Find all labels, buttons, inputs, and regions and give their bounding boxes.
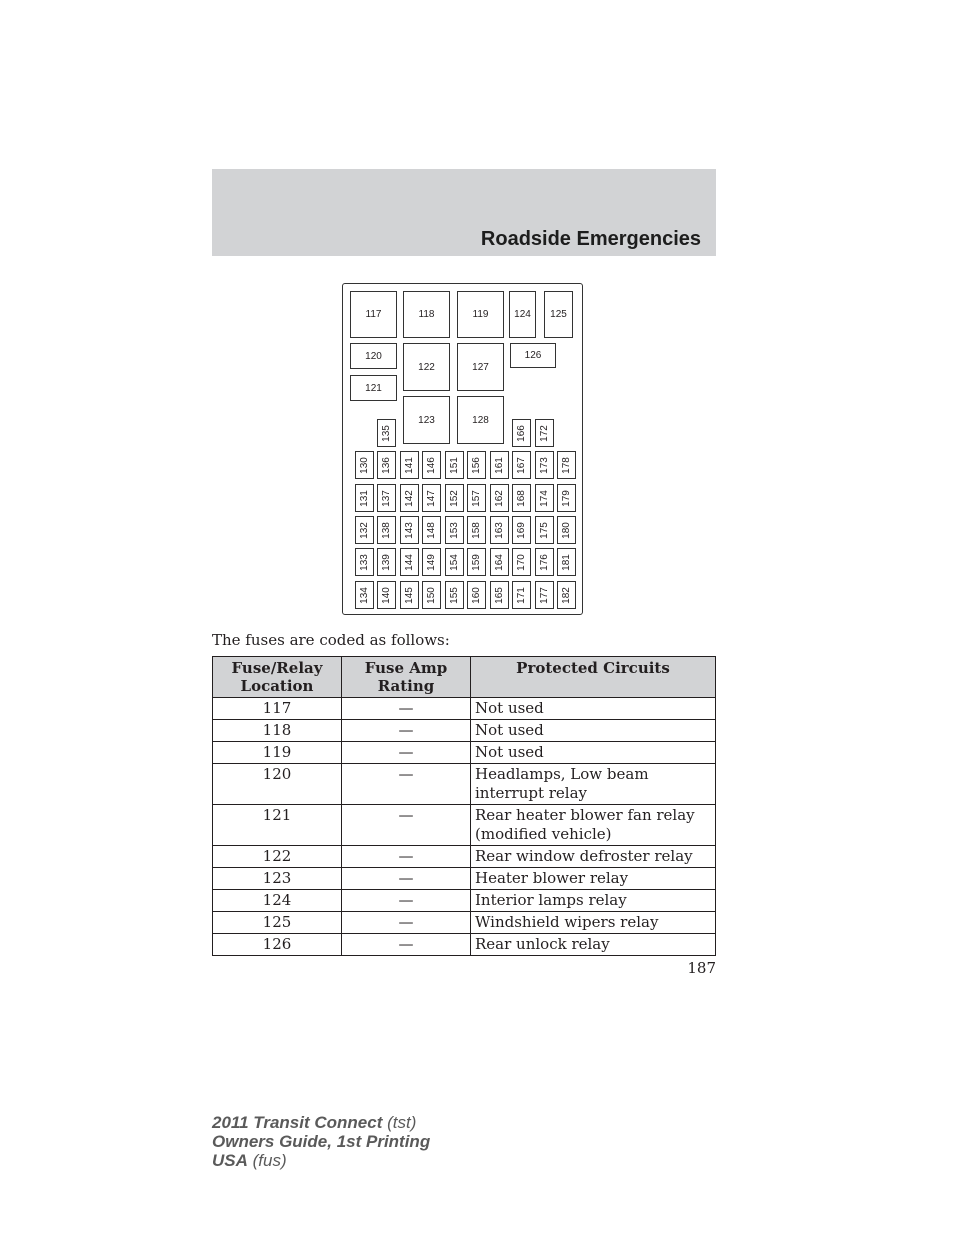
fuse-label: 168 [516, 489, 527, 507]
protected-circuit-cell: Windshield wipers relay [471, 912, 716, 934]
amp-rating-cell: — [342, 764, 471, 805]
fuse-133 [355, 548, 374, 576]
fuse-label: 144 [404, 553, 415, 571]
fuse-180 [557, 516, 576, 544]
location-cell: 120 [213, 764, 342, 805]
protected-circuit-cell: Interior lamps relay [471, 890, 716, 912]
fuse-label: 169 [516, 521, 527, 539]
fuse-152 [445, 484, 464, 512]
fuse-label: 139 [381, 553, 392, 571]
protected-circuit-cell: Rear heater blower fan relay (modified vehicle) [471, 805, 716, 846]
fuse-132 [355, 516, 374, 544]
location-cell: 118 [213, 720, 342, 742]
protected-circuit-cell: Rear window defroster relay [471, 846, 716, 868]
fuse-label: 158 [471, 521, 482, 539]
fuse-130 [355, 451, 374, 479]
fuse-177 [535, 581, 554, 609]
fuse-162 [490, 484, 509, 512]
table-row [213, 720, 716, 742]
relay-125: 125 [544, 291, 573, 338]
fuse-label: 181 [561, 553, 572, 571]
fuse-label: 156 [471, 456, 482, 474]
relay-126: 126 [510, 343, 556, 368]
fuse-178 [557, 451, 576, 479]
column-header-location: Fuse/Relay Location [213, 657, 342, 698]
fuse-label: 131 [359, 489, 370, 507]
fuse-146 [422, 451, 441, 479]
fuse-182 [557, 581, 576, 609]
fuse-label: 172 [539, 424, 550, 442]
fuse-134 [355, 581, 374, 609]
amp-rating-cell: — [342, 890, 471, 912]
fuse-176 [535, 548, 554, 576]
fuse-label: 135 [381, 424, 392, 442]
fuse-label: 175 [539, 521, 550, 539]
fuse-label: 145 [404, 586, 415, 604]
fuse-138 [377, 516, 396, 544]
fuse-label: 142 [404, 489, 415, 507]
relay-122: 122 [403, 343, 450, 391]
fuse-label: 161 [494, 456, 505, 474]
fuse-164 [490, 548, 509, 576]
fuse-143 [400, 516, 419, 544]
amp-rating-cell: — [342, 742, 471, 764]
fuse-label: 170 [516, 553, 527, 571]
fuse-label: 137 [381, 489, 392, 507]
fuse-label: 164 [494, 553, 505, 571]
fuse-label: 136 [381, 456, 392, 474]
table-header-row [213, 657, 716, 698]
fuse-label: 140 [381, 586, 392, 604]
fuse-label: 153 [449, 521, 460, 539]
fuse-149 [422, 548, 441, 576]
fuse-159 [467, 548, 486, 576]
footer-guide: Owners Guide, 1st Printing [212, 1132, 431, 1151]
fuse-label: 141 [404, 456, 415, 474]
protected-circuit-cell: Headlamps, Low beam interrupt relay [471, 764, 716, 805]
relay-120: 120 [350, 343, 397, 369]
fuse-label: 148 [426, 521, 437, 539]
fuse-139 [377, 548, 396, 576]
fuse-label: 147 [426, 489, 437, 507]
relay-128: 128 [457, 396, 504, 444]
amp-rating-cell: — [342, 934, 471, 956]
relay-117: 117 [350, 291, 397, 338]
fuse-144 [400, 548, 419, 576]
fuse-175 [535, 516, 554, 544]
location-cell: 125 [213, 912, 342, 934]
location-cell: 117 [213, 698, 342, 720]
fuse-148 [422, 516, 441, 544]
table-row [213, 698, 716, 720]
protected-circuit-cell: Heater blower relay [471, 868, 716, 890]
column-header-amp-rating: Fuse Amp Rating [342, 657, 471, 698]
fuse-153 [445, 516, 464, 544]
fuse-label: 152 [449, 489, 460, 507]
location-cell: 124 [213, 890, 342, 912]
fuse-137 [377, 484, 396, 512]
fuse-172 [535, 419, 554, 447]
relay-118: 118 [403, 291, 450, 338]
fuse-167 [512, 451, 531, 479]
fuse-label: 174 [539, 489, 550, 507]
amp-rating-cell: — [342, 868, 471, 890]
fuse-157 [467, 484, 486, 512]
fuse-table [212, 656, 716, 956]
fuse-label: 132 [359, 521, 370, 539]
protected-circuit-cell: Not used [471, 720, 716, 742]
fuse-label: 178 [561, 456, 572, 474]
fuse-171 [512, 581, 531, 609]
fuse-155 [445, 581, 464, 609]
relay-124: 124 [509, 291, 536, 338]
fuse-label: 180 [561, 521, 572, 539]
fuse-label: 133 [359, 553, 370, 571]
amp-rating-cell: — [342, 698, 471, 720]
fuse-136 [377, 451, 396, 479]
fuse-145 [400, 581, 419, 609]
relay-119: 119 [457, 291, 504, 338]
fuse-173 [535, 451, 554, 479]
fuse-label: 150 [426, 586, 437, 604]
fuse-label: 149 [426, 553, 437, 571]
fuse-160 [467, 581, 486, 609]
fuse-170 [512, 548, 531, 576]
footer-market: USA [212, 1151, 248, 1170]
fuse-156 [467, 451, 486, 479]
fuse-panel-diagram [342, 283, 583, 615]
fuse-174 [535, 484, 554, 512]
fuse-label: 176 [539, 553, 550, 571]
column-header-protected-circuits: Protected Circuits [471, 657, 716, 698]
amp-rating-cell: — [342, 805, 471, 846]
fuse-161 [490, 451, 509, 479]
footer-model: 2011 Transit Connect [212, 1113, 383, 1132]
fuse-140 [377, 581, 396, 609]
fuse-label: 171 [516, 586, 527, 604]
location-cell: 126 [213, 934, 342, 956]
section-header [212, 169, 716, 256]
location-cell: 123 [213, 868, 342, 890]
fuse-label: 160 [471, 586, 482, 604]
fuse-135 [377, 419, 396, 447]
fuse-label: 182 [561, 586, 572, 604]
fuse-label: 173 [539, 456, 550, 474]
fuse-label: 157 [471, 489, 482, 507]
protected-circuit-cell: Rear unlock relay [471, 934, 716, 956]
protected-circuit-cell: Not used [471, 698, 716, 720]
relay-121: 121 [350, 375, 397, 401]
table-row [213, 868, 716, 890]
fuse-150 [422, 581, 441, 609]
fuse-label: 143 [404, 521, 415, 539]
fuse-label: 162 [494, 489, 505, 507]
fuse-147 [422, 484, 441, 512]
amp-rating-cell: — [342, 720, 471, 742]
protected-circuit-cell: Not used [471, 742, 716, 764]
fuse-label: 166 [516, 424, 527, 442]
fuse-166 [512, 419, 531, 447]
fuse-181 [557, 548, 576, 576]
fuse-158 [467, 516, 486, 544]
table-row [213, 934, 716, 956]
fuse-label: 165 [494, 586, 505, 604]
fuse-label: 151 [449, 456, 460, 474]
fuse-165 [490, 581, 509, 609]
table-row [213, 742, 716, 764]
table-row [213, 764, 716, 805]
fuse-label: 138 [381, 521, 392, 539]
section-title: Roadside Emergencies [480, 228, 701, 250]
fuse-163 [490, 516, 509, 544]
table-row [213, 890, 716, 912]
location-cell: 119 [213, 742, 342, 764]
table-row [213, 846, 716, 868]
fuse-label: 159 [471, 553, 482, 571]
fuse-label: 179 [561, 489, 572, 507]
relay-127: 127 [457, 343, 504, 391]
fuse-142 [400, 484, 419, 512]
fuse-131 [355, 484, 374, 512]
fuse-179 [557, 484, 576, 512]
footer-market-code: (fus) [247, 1151, 287, 1170]
fuse-label: 167 [516, 456, 527, 474]
fuse-151 [445, 451, 464, 479]
fuse-label: 146 [426, 456, 437, 474]
relay-123: 123 [403, 396, 450, 444]
fuse-label: 177 [539, 586, 550, 604]
fuse-168 [512, 484, 531, 512]
fuse-label: 130 [359, 456, 370, 474]
fuse-label: 163 [494, 521, 505, 539]
page-number: 187 [687, 959, 716, 977]
amp-rating-cell: — [342, 846, 471, 868]
table-row [213, 912, 716, 934]
intro-text: The fuses are coded as follows: [212, 631, 450, 649]
location-cell: 122 [213, 846, 342, 868]
fuse-label: 154 [449, 553, 460, 571]
fuse-154 [445, 548, 464, 576]
table-row [213, 805, 716, 846]
fuse-141 [400, 451, 419, 479]
fuse-label: 155 [449, 586, 460, 604]
fuse-169 [512, 516, 531, 544]
document-footer [212, 1113, 430, 1170]
fuse-label: 134 [359, 586, 370, 604]
footer-model-code: (tst) [382, 1113, 417, 1132]
amp-rating-cell: — [342, 912, 471, 934]
location-cell: 121 [213, 805, 342, 846]
